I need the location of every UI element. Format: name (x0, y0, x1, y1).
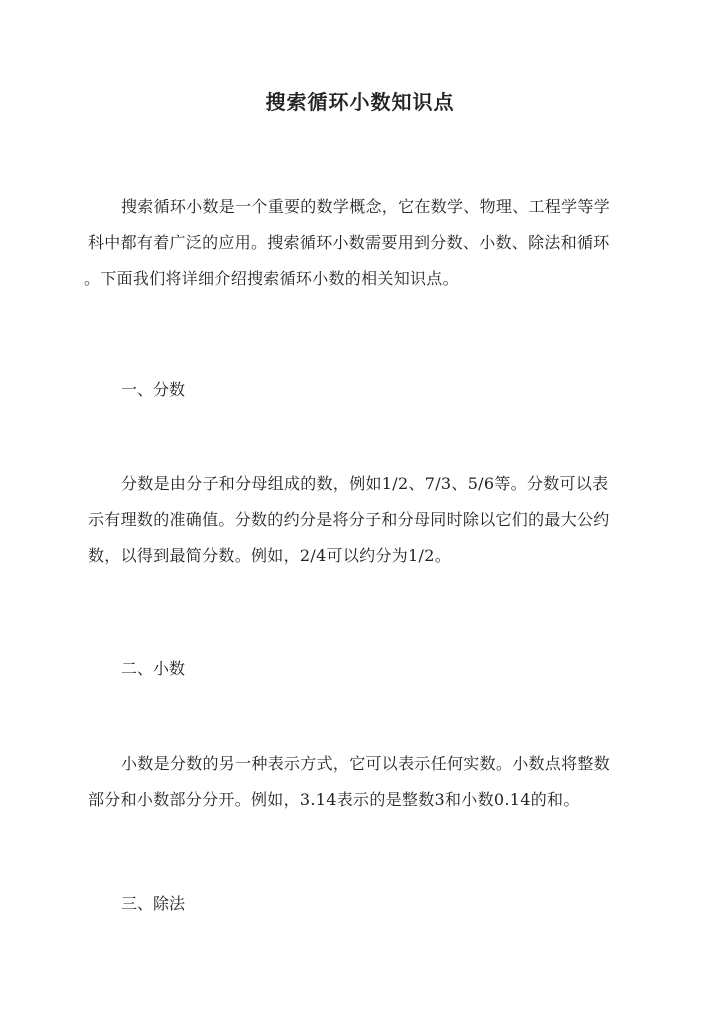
paragraph-line: 科中都有着广泛的应用。搜索循环小数需要用到分数、小数、除法和循环 (88, 233, 610, 252)
paragraph-line: 小数是分数的另一种表示方式，它可以表示任何实数。小数点将整数 (121, 754, 611, 773)
paragraph-line: 部分和小数部分分开。例如，3.14表示的是整数3和小数0.14的和。 (88, 790, 580, 809)
paragraph-line: 。下面我们将详细介绍搜索循环小数的相关知识点。 (84, 269, 459, 288)
paragraph-line: 搜索循环小数是一个重要的数学概念，它在数学、物理、工程学等学 (121, 197, 611, 216)
fractions-paragraph (88, 466, 628, 574)
paragraph-line: 数，以得到最简分数。例如，2/4可以约分为1/2。 (88, 546, 452, 565)
document-title: 搜索循环小数知识点 (265, 90, 455, 114)
decimals-paragraph (88, 746, 628, 818)
paragraph-line: 示有理数的准确值。分数的约分是将分子和分母同时除以它们的最大公约 (88, 510, 610, 529)
intro-paragraph (84, 189, 628, 297)
section-heading-division: 三、除法 (121, 894, 186, 913)
section-heading-decimals: 二、小数 (121, 659, 186, 678)
paragraph-line: 分数是由分子和分母组成的数，例如1/2、7/3、5/6等。分数可以表 (121, 474, 609, 493)
section-heading-fractions: 一、分数 (121, 380, 186, 399)
